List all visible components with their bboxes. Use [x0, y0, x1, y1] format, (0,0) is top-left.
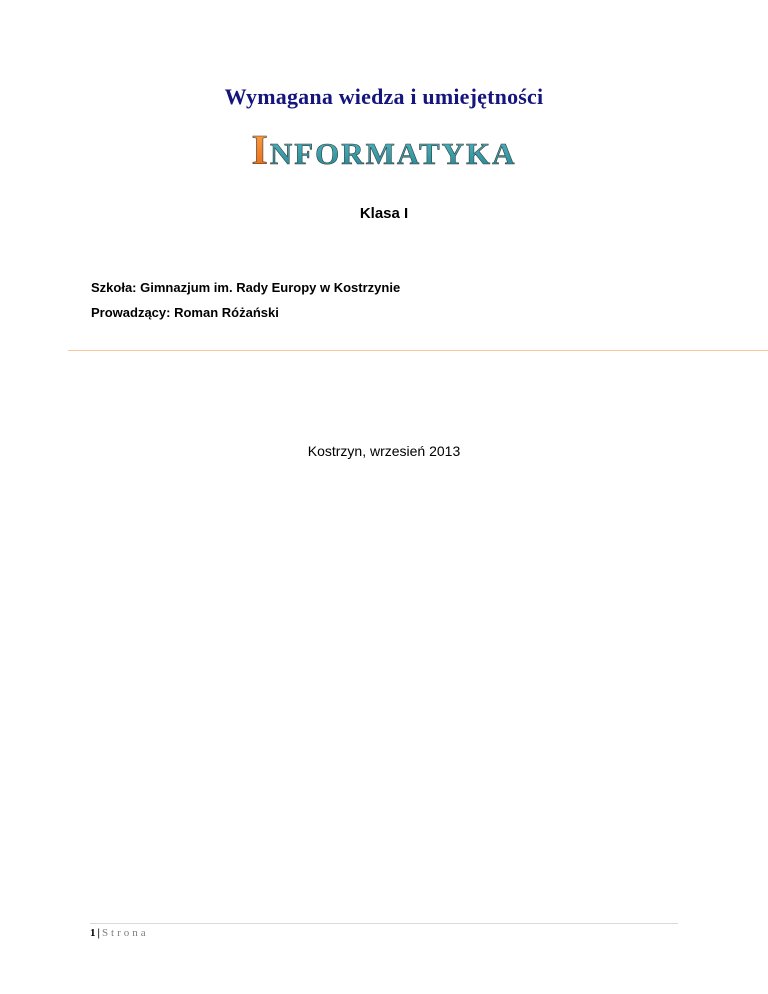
- wordart-first-letter: I: [251, 128, 270, 172]
- footer-separator: |: [97, 927, 100, 939]
- page-footer: [90, 927, 149, 939]
- subject-wordart: [0, 128, 768, 172]
- school-line: Szkoła: Gimnazjum im. Rady Europy w Kostrzynie: [91, 280, 401, 295]
- footer-divider: [90, 923, 678, 924]
- teacher-line: Prowadzący: Roman Różański: [91, 305, 279, 320]
- class-label: Klasa I: [359, 205, 409, 222]
- accent-divider: [68, 350, 768, 351]
- document-title: Wymagana wiedza i umiejętności: [224, 84, 544, 109]
- wordart-text: [251, 128, 516, 172]
- page-number: 1: [90, 927, 96, 939]
- page-label: Strona: [101, 927, 149, 939]
- place-date: Kostrzyn, wrzesień 2013: [307, 443, 461, 459]
- wordart-rest-letters: NFORMATYKA: [269, 136, 517, 171]
